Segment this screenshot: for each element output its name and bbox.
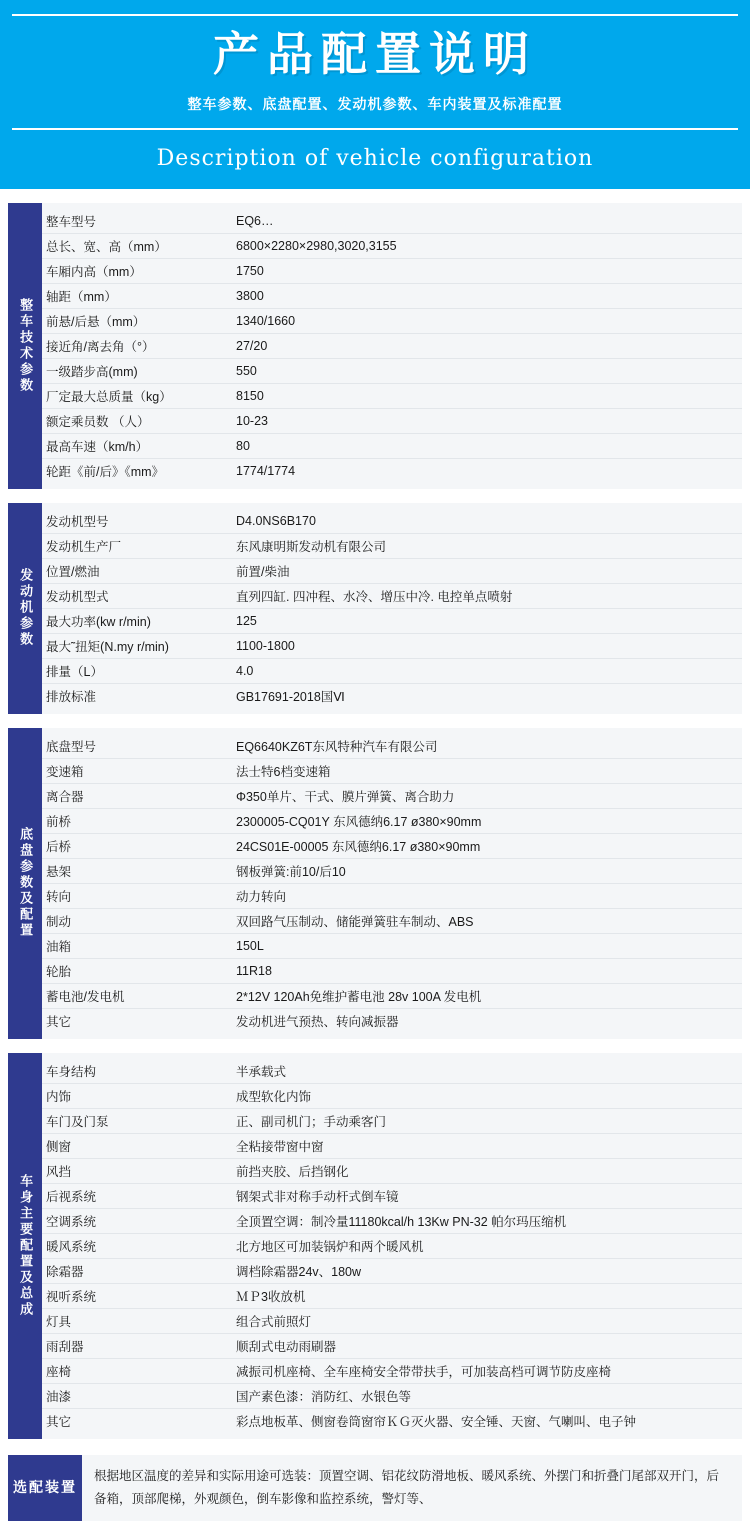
section-body-body-configuration — [42, 1053, 742, 1439]
spec-key: 风挡 — [42, 1158, 232, 1183]
spec-value: 前挡夹胶、后挡钢化 — [232, 1158, 742, 1183]
spec-key: 排放标准 — [46, 689, 97, 704]
table-row — [42, 308, 742, 333]
spec-value: 6800×2280×2980,3020,3155 — [232, 233, 742, 258]
spec-value: 前置/柴油 — [232, 558, 742, 583]
spec-value: 东风康明斯发动机有限公司 — [232, 533, 742, 558]
section-body-engine-params — [42, 503, 742, 714]
spec-key: 灯具 — [42, 1308, 232, 1333]
page-title-english: Description of vehicle configuration — [0, 130, 750, 189]
spec-key: 最高车速（km/h） — [42, 433, 232, 458]
table-row — [42, 633, 742, 658]
page-subtitle: 整车参数、底盘配置、发动机参数、车内装置及标准配置 — [187, 95, 563, 112]
spec-key: 额定乘员数 （人） — [42, 408, 232, 433]
spec-key: 空调系统 — [42, 1208, 232, 1233]
spec-value: 半承载式 — [232, 1059, 742, 1084]
spec-key: 油箱 — [42, 933, 232, 958]
spec-value: 550 — [232, 358, 742, 383]
spec-key: 视听系统 — [42, 1283, 232, 1308]
spec-value: 彩点地板革、侧窗卷筒窗帘ＫＧ灭火器、安全锤、天窗、气喇叫、电子钟 — [236, 1414, 637, 1429]
spec-key: 制动 — [42, 908, 232, 933]
header-inner — [12, 14, 738, 130]
spec-value: 2300005-CQ01Y 东风德纳6.17 ø380×90mm — [232, 808, 742, 833]
spec-key: 位置/燃油 — [42, 558, 232, 583]
spec-key: 底盘型号 — [42, 734, 232, 759]
spec-value: 27/20 — [232, 333, 742, 358]
spec-table-vehicle-tech-params — [42, 209, 742, 483]
spec-key: 整车型号 — [42, 209, 232, 234]
table-row — [42, 509, 742, 534]
section-label-body-configuration: 车身主要配置及总成 — [8, 1053, 42, 1439]
spec-value: EQ6640KZ6T东风特种汽车有限公司 — [232, 734, 742, 759]
spec-key: 蓄电池/发电机 — [42, 983, 232, 1008]
spec-key: 转向 — [42, 883, 232, 908]
spec-key: 总长、宽、高（mm） — [42, 233, 232, 258]
table-row — [42, 1208, 742, 1233]
spec-value: 8150 — [232, 383, 742, 408]
spec-value: Φ350单片、干式、膜片弹簧、离合助力 — [232, 783, 742, 808]
optional-equipment-text: 根据地区温度的差异和实际用途可选装：顶置空调、铝花纹防滑地板、暖风系统、外摆门和折叠门尾部双开门，后备箱，顶部爬梯，外观颜色，倒车影像和监控系统，警灯等、 — [94, 1468, 720, 1506]
spec-key: 一级踏步高(mm) — [42, 358, 232, 383]
spec-value: EQ6… — [232, 209, 742, 234]
spec-value: 1100-1800 — [232, 633, 742, 658]
table-row — [42, 333, 742, 358]
table-row — [42, 1083, 742, 1108]
spec-key: 发动机型式 — [42, 583, 232, 608]
spec-key: 雨刮器 — [42, 1333, 232, 1358]
spec-value: 80 — [232, 433, 742, 458]
table-row — [42, 1183, 742, 1208]
spec-value: 发动机进气预热、转向减振器 — [236, 1014, 399, 1029]
table-row — [42, 833, 742, 858]
table-row — [42, 1333, 742, 1358]
spec-value: 直列四缸. 四冲程、水冷、增压中冷. 电控单点喷射 — [232, 583, 742, 608]
spec-key: 接近角/离去角（°） — [42, 333, 232, 358]
spec-value: 北方地区可加装锅炉和两个暖风机 — [232, 1233, 742, 1258]
spec-value: 1774/1774 — [236, 463, 296, 478]
spec-key: 车厢内高（mm） — [42, 258, 232, 283]
table-row — [42, 758, 742, 783]
spec-value: 法士特6档变速箱 — [232, 758, 742, 783]
table-row — [42, 1283, 742, 1308]
spec-value: 11R18 — [232, 958, 742, 983]
table-row — [42, 858, 742, 883]
section-vehicle-tech-params — [8, 203, 742, 489]
section-label-vehicle-tech-params: 整车技术参数 — [8, 203, 42, 489]
spec-key: 轴距（mm） — [42, 283, 232, 308]
table-row — [42, 408, 742, 433]
optional-equipment-label: 选配装置 — [8, 1455, 82, 1521]
section-label-engine-params: 发动机参数 — [8, 503, 42, 714]
spec-value: 125 — [232, 608, 742, 633]
spec-key: 排量（L） — [42, 658, 232, 683]
spec-table-body-configuration — [42, 1059, 742, 1433]
table-row — [42, 458, 742, 483]
table-row — [42, 1358, 742, 1383]
spec-key: 内饰 — [42, 1083, 232, 1108]
spec-key: 其它 — [46, 1414, 72, 1429]
table-row — [42, 1258, 742, 1283]
spec-key: 座椅 — [42, 1358, 232, 1383]
spec-value: 顺刮式电动雨刷器 — [232, 1333, 742, 1358]
table-row — [42, 933, 742, 958]
table-row — [42, 283, 742, 308]
spec-key: 发动机型号 — [42, 509, 232, 534]
spec-value: 全粘接带窗中窗 — [232, 1133, 742, 1158]
table-row — [42, 1383, 742, 1408]
table-row — [42, 1158, 742, 1183]
spec-value: 国产素色漆：消防红、水银色等 — [232, 1383, 742, 1408]
table-row — [42, 683, 742, 708]
spec-key: 侧窗 — [42, 1133, 232, 1158]
spec-value: 150L — [232, 933, 742, 958]
spec-key: 离合器 — [42, 783, 232, 808]
table-row — [42, 983, 742, 1008]
section-engine-params — [8, 503, 742, 714]
spec-key: 前桥 — [42, 808, 232, 833]
spec-table-engine-params — [42, 509, 742, 708]
table-row — [42, 1008, 742, 1033]
spec-value: 动力转向 — [232, 883, 742, 908]
section-body-chassis-params — [42, 728, 742, 1039]
table-row — [42, 433, 742, 458]
spec-key: 车门及门泵 — [42, 1108, 232, 1133]
table-row — [42, 958, 742, 983]
spec-key: 轮胎 — [42, 958, 232, 983]
section-body-configuration — [8, 1053, 742, 1439]
spec-value: GB17691-2018国Ⅵ — [236, 689, 345, 704]
table-row — [42, 558, 742, 583]
section-label-chassis-params: 底盘参数及配置 — [8, 728, 42, 1039]
table-row — [42, 1408, 742, 1433]
table-row — [42, 883, 742, 908]
spec-value: 24CS01E-00005 东风德纳6.17 ø380×90mm — [232, 833, 742, 858]
spec-key: 轮距《前/后》《mm》 — [46, 464, 165, 479]
table-row — [42, 808, 742, 833]
table-row — [42, 583, 742, 608]
table-row — [42, 1233, 742, 1258]
spec-value: 2*12V 120Ah免维护蓄电池 28v 100A 发电机 — [232, 983, 742, 1008]
spec-value: 组合式前照灯 — [232, 1308, 742, 1333]
table-row — [42, 783, 742, 808]
table-row — [42, 258, 742, 283]
spec-value: 钢架式非对称手动杆式倒车镜 — [232, 1183, 742, 1208]
table-row — [42, 1308, 742, 1333]
spec-key: 最大功率(kw r/min) — [42, 608, 232, 633]
spec-value: 减振司机座椅、全车座椅安全带带扶手，可加装高档可调节防皮座椅 — [232, 1358, 742, 1383]
spec-key: 油漆 — [42, 1383, 232, 1408]
spec-key: 前悬/后悬（mm） — [42, 308, 232, 333]
table-row — [42, 209, 742, 234]
spec-value: 1750 — [232, 258, 742, 283]
spec-key: 变速箱 — [42, 758, 232, 783]
table-row — [42, 734, 742, 759]
table-row — [42, 233, 742, 258]
spec-value: D4.0NS6B170 — [232, 509, 742, 534]
table-row — [42, 1133, 742, 1158]
spec-value: 3800 — [232, 283, 742, 308]
spec-key: 发动机生产厂 — [42, 533, 232, 558]
spec-key: 悬架 — [42, 858, 232, 883]
table-row — [42, 908, 742, 933]
section-chassis-params — [8, 728, 742, 1039]
spec-value: 1340/1660 — [232, 308, 742, 333]
spec-key: 后桥 — [42, 833, 232, 858]
spec-key: 其它 — [46, 1014, 72, 1029]
table-row — [42, 383, 742, 408]
spec-value: ＭＰ3收放机 — [232, 1283, 742, 1308]
spec-value: 正、副司机门；手动乘客门 — [232, 1108, 742, 1133]
table-row — [42, 358, 742, 383]
table-row — [42, 658, 742, 683]
spec-value: 10-23 — [232, 408, 742, 433]
spec-table-chassis-params — [42, 734, 742, 1033]
spec-value: 4.0 — [232, 658, 742, 683]
table-row — [42, 1059, 742, 1084]
spec-key: 最大˜扭矩(N.my r/min) — [42, 633, 232, 658]
section-body-vehicle-tech-params — [42, 203, 742, 489]
table-row — [42, 533, 742, 558]
spec-key: 车身结构 — [42, 1059, 232, 1084]
spec-value: 钢板弹簧:前10/后10 — [232, 858, 742, 883]
table-row — [42, 1108, 742, 1133]
spec-value: 全顶置空调：制冷量11180kcal/h 13Kw PN-32 帕尔玛压缩机 — [232, 1208, 742, 1233]
spec-value: 调档除霜器24v、180w — [232, 1258, 742, 1283]
spec-key: 厂定最大总质量（kg） — [42, 383, 232, 408]
spec-key: 除霜器 — [42, 1258, 232, 1283]
table-row — [42, 608, 742, 633]
spec-key: 暖风系统 — [42, 1233, 232, 1258]
spec-key: 后视系统 — [42, 1183, 232, 1208]
page-title: 产品配置说明 — [213, 27, 537, 81]
spec-value: 成型软化内饰 — [232, 1083, 742, 1108]
optional-equipment-block — [8, 1455, 742, 1521]
spec-value: 双回路气压制动、储能弹簧驻车制动、ABS — [232, 908, 742, 933]
page-header — [0, 0, 750, 189]
